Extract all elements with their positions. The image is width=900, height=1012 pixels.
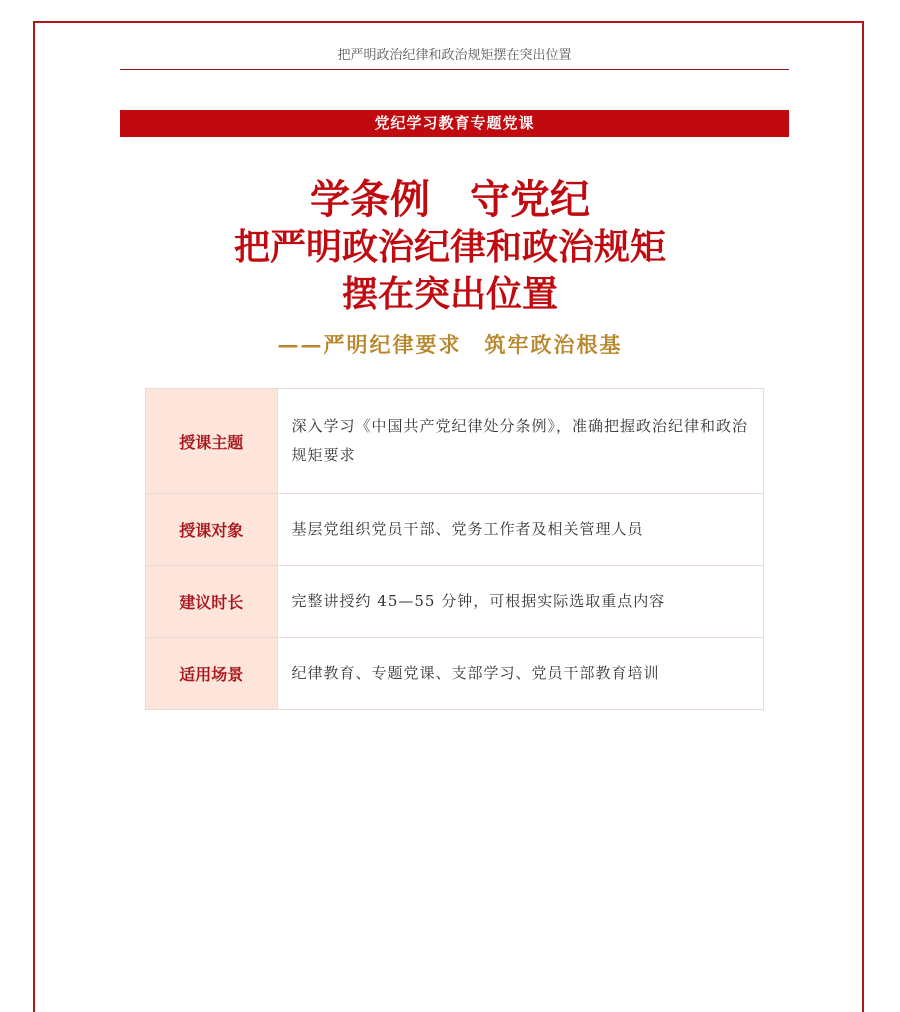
row-value: 基层党组织党员干部、党务工作者及相关管理人员 — [277, 494, 763, 566]
table-row — [146, 566, 764, 638]
table-row — [146, 389, 764, 494]
table-row — [146, 494, 764, 566]
row-value: 深入学习《中国共产党纪律处分条例》，准确把握政治纪律和政治规矩要求 — [277, 389, 763, 494]
lecture-info-table — [145, 388, 764, 710]
main-title-line-1 — [0, 176, 900, 224]
row-label: 授课对象 — [146, 494, 278, 566]
row-label: 授课主题 — [146, 389, 278, 494]
row-value: 纪律教育、专题党课、支部学习、党员干部教育培训 — [277, 638, 763, 710]
main-title-part-2: 守党纪 — [470, 177, 590, 223]
topic-banner: 党纪学习教育专题党课 — [120, 110, 789, 137]
row-label: 适用场景 — [146, 638, 278, 710]
row-label: 建议时长 — [146, 566, 278, 638]
table-row — [146, 638, 764, 710]
header-divider — [120, 69, 789, 70]
main-title-part-1: 学条例 — [310, 177, 430, 223]
row-value: 完整讲授约 45—55 分钟，可根据实际选取重点内容 — [277, 566, 763, 638]
main-title-line-2: 把严明政治纪律和政治规矩 — [233, 227, 666, 268]
subtitle: ——严明纪律要求 筑牢政治根基 — [277, 332, 623, 357]
main-title-line-3: 摆在突出位置 — [341, 274, 558, 315]
running-header: 把严明政治纪律和政治规矩摆在突出位置 — [337, 48, 572, 63]
